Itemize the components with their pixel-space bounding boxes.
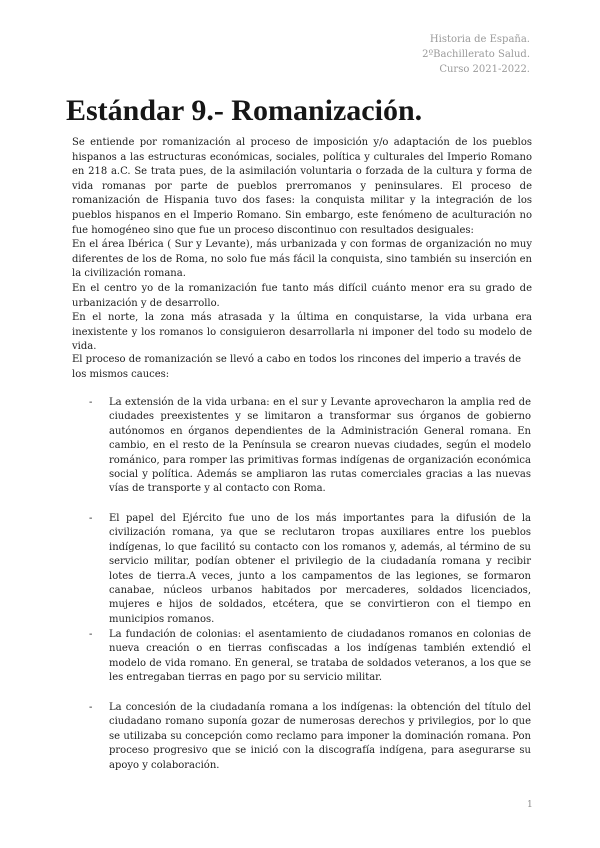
intro-section [72,136,532,355]
bullet-dash: - [89,629,93,640]
header-year: Curso 2021-2022. [439,64,530,75]
intro-paragraph: En el centro yo de la romanización fue tanto más difícil cuánto menor era su grado de urbanización y de desarrollo. [72,282,532,309]
list-item-text: La fundación de colonias: el asentamiento de ciudadanos romanos en colonias de nueva creación o en tierras confiscadas a los indígenas también extendió el modelo de vida romano. En general, se trataba de soldados veteranos, a los que se les entregaban tierras en pago por su servicio militar. [109,629,531,684]
intro-paragraph: Se entiende por romanización al proceso de imposición y/o adaptación de los pueblos hispanos a las estructuras económicas, sociales, política y culturales del Imperio Romano en 218 a.C. Se trata pues, de la asimilación voluntaria o forzada de la cultura y forma de vida romanas por parte de pueblos prerromanos y peninsulares. El proceso de romanización de Hispania tuvo dos fases: la conquista militar y la integración de los pueblos hispanos en el Imperio Romano. Sin embargo, este fenómeno de aculturación no fue homogéneo sino que fue un proceso discontinuo con resultados desiguales: [72,137,532,236]
list-item-text: La extensión de la vida urbana: en el sur y Levante aprovecharon la amplia red de ciudades preexistentes y se limitaron a transformar sus órganos de gobierno autónomos en órganos dependientes de la Administración General romana. En cambio, en el resto de la Península se crearon nuevas ciudades, según el modelo románico, para romper las primitivas formas indígenas de organización económica social y política. Además se ampliaron las rutas comerciales gracias a las nuevas vías de transporte y al contacto con Roma. [109,397,531,495]
bullet-dash: - [89,513,93,524]
lead-paragraph: El proceso de romanización se llevó a cabo en todos los rincones del imperio a través de los mismos cauces: [72,354,521,380]
bullet-dash: - [89,397,93,408]
bullet-dash: - [89,702,93,713]
page-number: 1 [527,800,533,810]
document-header [422,32,530,77]
page-title: Estándar 9.- Romanización. [66,94,423,127]
intro-paragraph: En el área Ibérica ( Sur y Levante), más urbanizada y con formas de organización no muy diferentes de los de Roma, no solo fue más fácil la conquista, sino también su inserción en la civilización romana. [72,239,532,280]
list-item-text: El papel del Ejército fue uno de los más importantes para la difusión de la civilización romana, ya que se reclutaron tropas auxiliares entre los pueblos indígenas, lo que facilitó su contacto con los romanos y, además, al término de su servicio militar, podían obtener el privilegio de la ciudadanía romana y recibir lotes de tierra.A veces, junto a los campamentos de las legiones, se formaron canabae, núcleos urbanos habitados por mercaderes, soldados licenciados, mujeres e hijos de soldados, etcétera, que se convirtieron con el tiempo en municipios romanos. [109,513,531,625]
header-subject: Historia de España. [429,34,530,45]
intro-paragraph: En el norte, la zona más atrasada y la última en conquistarse, la vida urbana era inexistente y los romanos lo consiguieron desarrollarla ni imponer del todo su modelo de vida. [72,312,532,353]
list-item-text: La concesión de la ciudadanía romana a los indígenas: la obtención del título del ciudadano romano suponía gozar de numerosas derechos y privilegios, por lo que se utilizaba su concepción como reclamo para imponer la dominación romana. Pon proceso progresivo que se inició con la discografía indígena, para asegurarse su apoyo y colaboración. [109,702,531,771]
header-course: 2ºBachillerato Salud. [422,49,530,60]
